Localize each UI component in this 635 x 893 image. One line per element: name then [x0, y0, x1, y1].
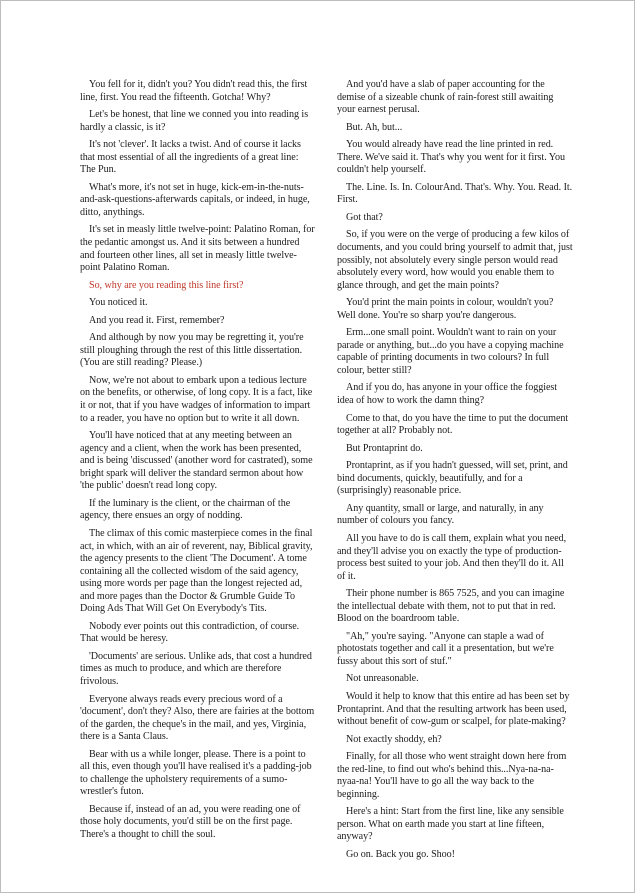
ad-copy	[80, 79, 573, 859]
body-paragraph: But. Ah, but...	[346, 121, 403, 133]
body-paragraph: 'Documents' are serious. Unlike ads, that cost a hundred times as much to produce, and which are therefore frivolous.	[80, 650, 312, 687]
body-paragraph: All you have to do is call them, explain what you need, and they'll advise you on exactly the type of production-process best suited to your job. And then they'll do it. All of it.	[337, 532, 567, 582]
right-column	[337, 79, 573, 859]
body-paragraph: So, if you were on the verge of producing a few kilos of documents, and you could bring yourself to admit that, just possibly, not absolutely every single person would read absolutely every word, how would you enable them to glance through, and get the main points?	[337, 229, 573, 291]
body-paragraph: Not unreasonable.	[346, 673, 419, 685]
left-column	[80, 79, 316, 859]
body-paragraph: What's more, it's not set in huge, kick-em-in-the-nuts-and-ask-questions-afterwards capitals, or indeed, in huge, ditto, anythings.	[80, 181, 310, 218]
body-paragraph: It's not 'clever'. It lacks a twist. And of course it lacks that most essential of all the ingredients of a great line: The Pun.	[80, 139, 301, 176]
body-paragraph: If the luminary is the client, or the chairman of the agency, there ensues an orgy of nodding.	[80, 497, 291, 522]
body-paragraph: Now, we're not about to embark upon a tedious lecture on the benefits, or otherwise, of long copy. It is a fact, like it or not, that if you have wadges of information to impart to a reader, you have no option but to write it all down.	[80, 374, 313, 424]
body-paragraph: And if you do, has anyone in your office the foggiest idea of how to work the damn thing?	[337, 382, 558, 407]
body-paragraph: Here's a hint: Start from the first line, like any sensible person. What on earth made you start at line fifteen, anyway?	[337, 806, 564, 843]
body-paragraph: Because if, instead of an ad, you were reading one of those holy documents, you'd still be on the first page. There's a thought to chill the soul.	[80, 803, 301, 840]
body-paragraph: Prontaprint, as if you hadn't guessed, will set, print, and bind documents, quickly, beautifully, and for a (surprisingly) reasonable price.	[337, 460, 568, 497]
body-paragraph: And you'd have a slab of paper accounting for the demise of a sizeable chunk of rain-forest still awaiting your earnest perusal.	[337, 79, 554, 116]
body-paragraph: The climax of this comic masterpiece comes in the final act, in which, with an air of reverent, nay, Biblical gravity, the agency presents to the client 'The Document'. A tome containing all the collected wisdom of the said agency, using more words per page than the longest rejected ad, and more pages than the Doctor & Grumble Guide To Doing Ads That Will Get On Everybody's Tits.	[80, 527, 313, 615]
body-paragraph: Everyone always reads every precious word of a 'document', don't they? Also, there are fairies at the bottom of the garden, the cheque's in the mail, and yes, Virginia, there is a Santa Claus.	[80, 693, 315, 743]
body-paragraph: "Ah," you're saying. "Anyone can staple a wad of photostats together and call it a presentation, but we're fussy about this sort of stuf."	[337, 630, 554, 667]
body-paragraph: Any quantity, small or large, and naturally, in any number of colours you fancy.	[337, 502, 544, 527]
body-paragraph: And although by now you may be regretting it, you're still ploughing through the rest of this little dissertation. (You are still reading? Please.)	[80, 332, 304, 369]
body-paragraph: And you read it. First, remember?	[89, 314, 225, 326]
body-paragraph: Go on. Back you go. Shoo!	[346, 848, 455, 860]
body-paragraph: Let's be honest, that line we conned you into reading is hardly a classic, is it?	[80, 109, 309, 133]
body-paragraph: Nobody ever points out this contradiction, of course. That would be heresy.	[80, 620, 300, 645]
body-paragraph: You noticed it.	[89, 297, 148, 309]
body-paragraph: Come to that, do you have the time to put the document together at all? Probably not.	[337, 412, 569, 437]
body-paragraph: You fell for it, didn't you? You didn't read this, the first line, first. You read the fifteenth. Gotcha! Why?	[80, 79, 308, 103]
body-paragraph: Would it help to know that this entire ad has been set by Prontaprint. And that the resulting artwork has been used, without benefit of cow-gum or scalpel, for plate-making?	[337, 690, 570, 728]
body-paragraph: It's set in measly little twelve-point: Palatino Roman, for the pedantic amongst us. And it sits between a hundred and fourteen other lines, all set in measly little twelve-point Palatino Roman.	[80, 224, 315, 274]
red-highlight-line: So, why are you reading this line first?	[89, 279, 244, 291]
body-paragraph: Bear with us a while longer, please. There is a point to all this, even though you'll have realised it's a padding-job to challenge the upholstery requirements of a sumo-wrestler's futon.	[80, 748, 312, 798]
body-paragraph: Finally, for all those who went straight down here from the red-line, to find out who's behind this...Nya-na-na-nyaa-na! You'll have to go all the way back to the beginning.	[337, 751, 567, 800]
body-paragraph: Got that?	[346, 211, 383, 223]
body-paragraph: Erm...one small point. Wouldn't want to rain on your parade or anything, but...do you have a copying machine capable of printing documents in two colours? In full colour, better still?	[337, 327, 564, 376]
body-paragraph: Their phone number is 865 7525, and you can imagine the intellectual debate with them, not to put that in red. Blood on the boardroom table.	[337, 588, 565, 625]
body-paragraph: You'll have noticed that at any meeting between an agency and a client, when the work has been presented, and is being 'discussed' (another word for castrated), some bright spark will deliver the standard sermon about how 'the public' doesn't read long copy.	[80, 430, 313, 492]
body-paragraph: You'd print the main points in colour, wouldn't you? Well done. You're so sharp you're dangerous.	[337, 297, 554, 321]
body-paragraph: The. Line. Is. In. ColourAnd. That's. Why. You. Read. It. First.	[337, 181, 573, 206]
body-paragraph: You would already have read the line printed in red. There. We've said it. That's why you went for it first. You couldn't help yourself.	[337, 139, 565, 176]
body-paragraph: Not exactly shoddy, eh?	[346, 733, 442, 745]
body-paragraph: But Prontaprint do.	[346, 442, 423, 454]
